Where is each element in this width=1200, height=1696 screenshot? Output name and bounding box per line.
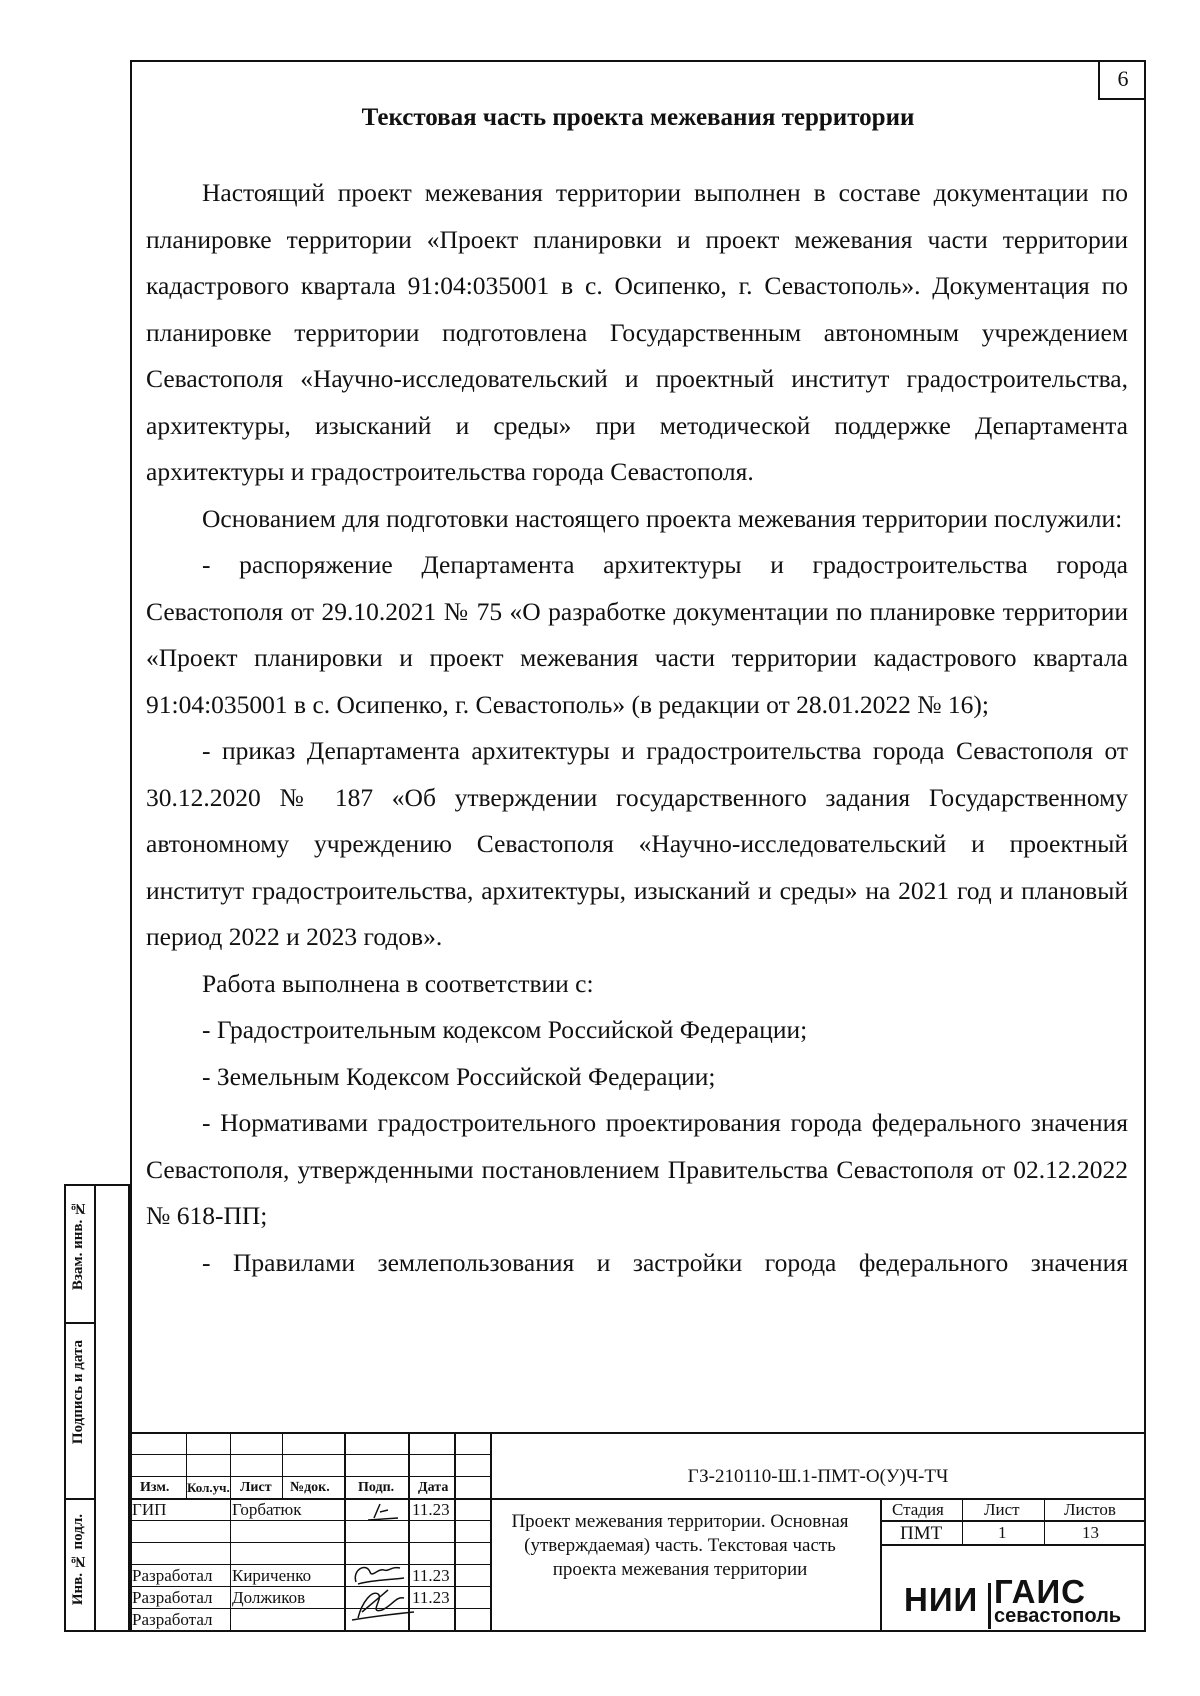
logo-gais: ГАИС [994,1573,1087,1610]
side-label-inv: Инв. № подл. [70,1514,86,1606]
sheets-value: 13 [1082,1523,1099,1542]
header-ndok: №док. [290,1480,330,1495]
header-data: Дата [418,1480,449,1495]
side-label-podpis: Подпись и дата [70,1340,86,1445]
row-name: Горбатюк [232,1500,302,1519]
title-block [130,1432,1146,1632]
logo-nii: НИИ [904,1581,979,1618]
page-number: 6 [1098,60,1146,100]
header-koluch: Кол.уч. [187,1480,230,1495]
sheet-label: Лист [984,1500,1020,1519]
side-cell-podpis [66,1322,96,1498]
paragraph: - приказ Департамента архитектуры и градостроительства города Севастополя от 30.12.2020 № 187 «Об утверждении государственного задания Государственному автономному учреждению Севастополя «Научно-исследовательский и проектный институт градостроительства, архитектуры, изысканий и среды» на 2021 год и плановый период 2022 и 2023 годов». [146,736,1128,951]
row-name: Должиков [232,1588,306,1607]
paragraph: - Земельным Кодексом Российской Федерации; [202,1061,716,1091]
stage-value: ПМТ [900,1523,943,1544]
row-date: 11.23 [412,1566,450,1585]
signature-dolzhikov [348,1584,418,1624]
sheets-label: Листов [1064,1500,1116,1519]
paragraph: - Правилами землепользования и застройки города федерального значения [202,1247,1128,1277]
header-izm: Изм. [140,1480,170,1495]
header-list: Лист [240,1480,272,1495]
paragraph: Настоящий проект межевания территории выполнен в составе документации по планировке территории «Проект планировки и проект межевания части территории кадастрового квартала 91:04:035001 в с. Осипенко, г. Севастополь». Документация по планировке территории подготовлена Государственным автономным учреждением Севастополя «Научно-исследовательский и проектный институт градостроительства, архитектуры, изысканий и среды» при методической поддержке Департамента архитектуры и градостроительства города Севастополя. [146,178,1128,486]
row-name: Кириченко [232,1566,312,1585]
document-description: Проект межевания территории. Основная (утверждаемая) часть. Текстовая часть проекта межевания территории [511,1511,849,1580]
row-role: Разработал [132,1566,213,1585]
row-role: Разработал [132,1610,213,1629]
row-date: 11.23 [412,1588,450,1607]
paragraph: - распоряжение Департамента архитектуры и градостроительства города Севастополя от 29.10.2021 № 75 «О разработке документации по планировке территории «Проект планировки и проект межевания части территории кадастрового квартала 91:04:035001 в с. Осипенко, г. Севастополь» (в редакции от 28.01.2022 № 16); [146,550,1128,719]
sheet-value: 1 [998,1523,1007,1542]
side-cell-vzam [66,1186,96,1322]
paragraph: Работа выполнена в соответствии с: [202,968,594,998]
document-body [146,170,1128,1286]
paragraph: Основанием для подготовки настоящего проекта межевания территории послужили: [202,503,1123,533]
logo-divider [988,1583,991,1629]
side-label-vzam: Взам. инв. № [70,1200,86,1291]
niigais-logo [880,1573,1146,1632]
side-strip [64,1184,130,1632]
row-role: ГИП [132,1500,167,1519]
row-date: 11.23 [412,1500,450,1519]
signature-gip [358,1500,408,1522]
row-role: Разработал [132,1588,213,1607]
header-podp: Подп. [358,1480,395,1495]
document-code: ГЗ-210110-Ш.1-ПМТ-О(У)Ч-ТЧ [687,1466,949,1487]
document-title: Текстовая часть проекта межевания территории [361,104,915,131]
logo-sevastopol: севастополь [994,1605,1122,1627]
paragraph: - Градостроительным кодексом Российской Федерации; [202,1015,808,1044]
side-cell-inv [66,1498,96,1630]
paragraph: - Нормативами градостроительного проектирования города федерального значения Севастополя, утвержденными постановлением Правительства Севастополя от 02.12.2022 № 618-ПП; [146,1108,1128,1230]
stage-label: Стадия [892,1500,944,1519]
